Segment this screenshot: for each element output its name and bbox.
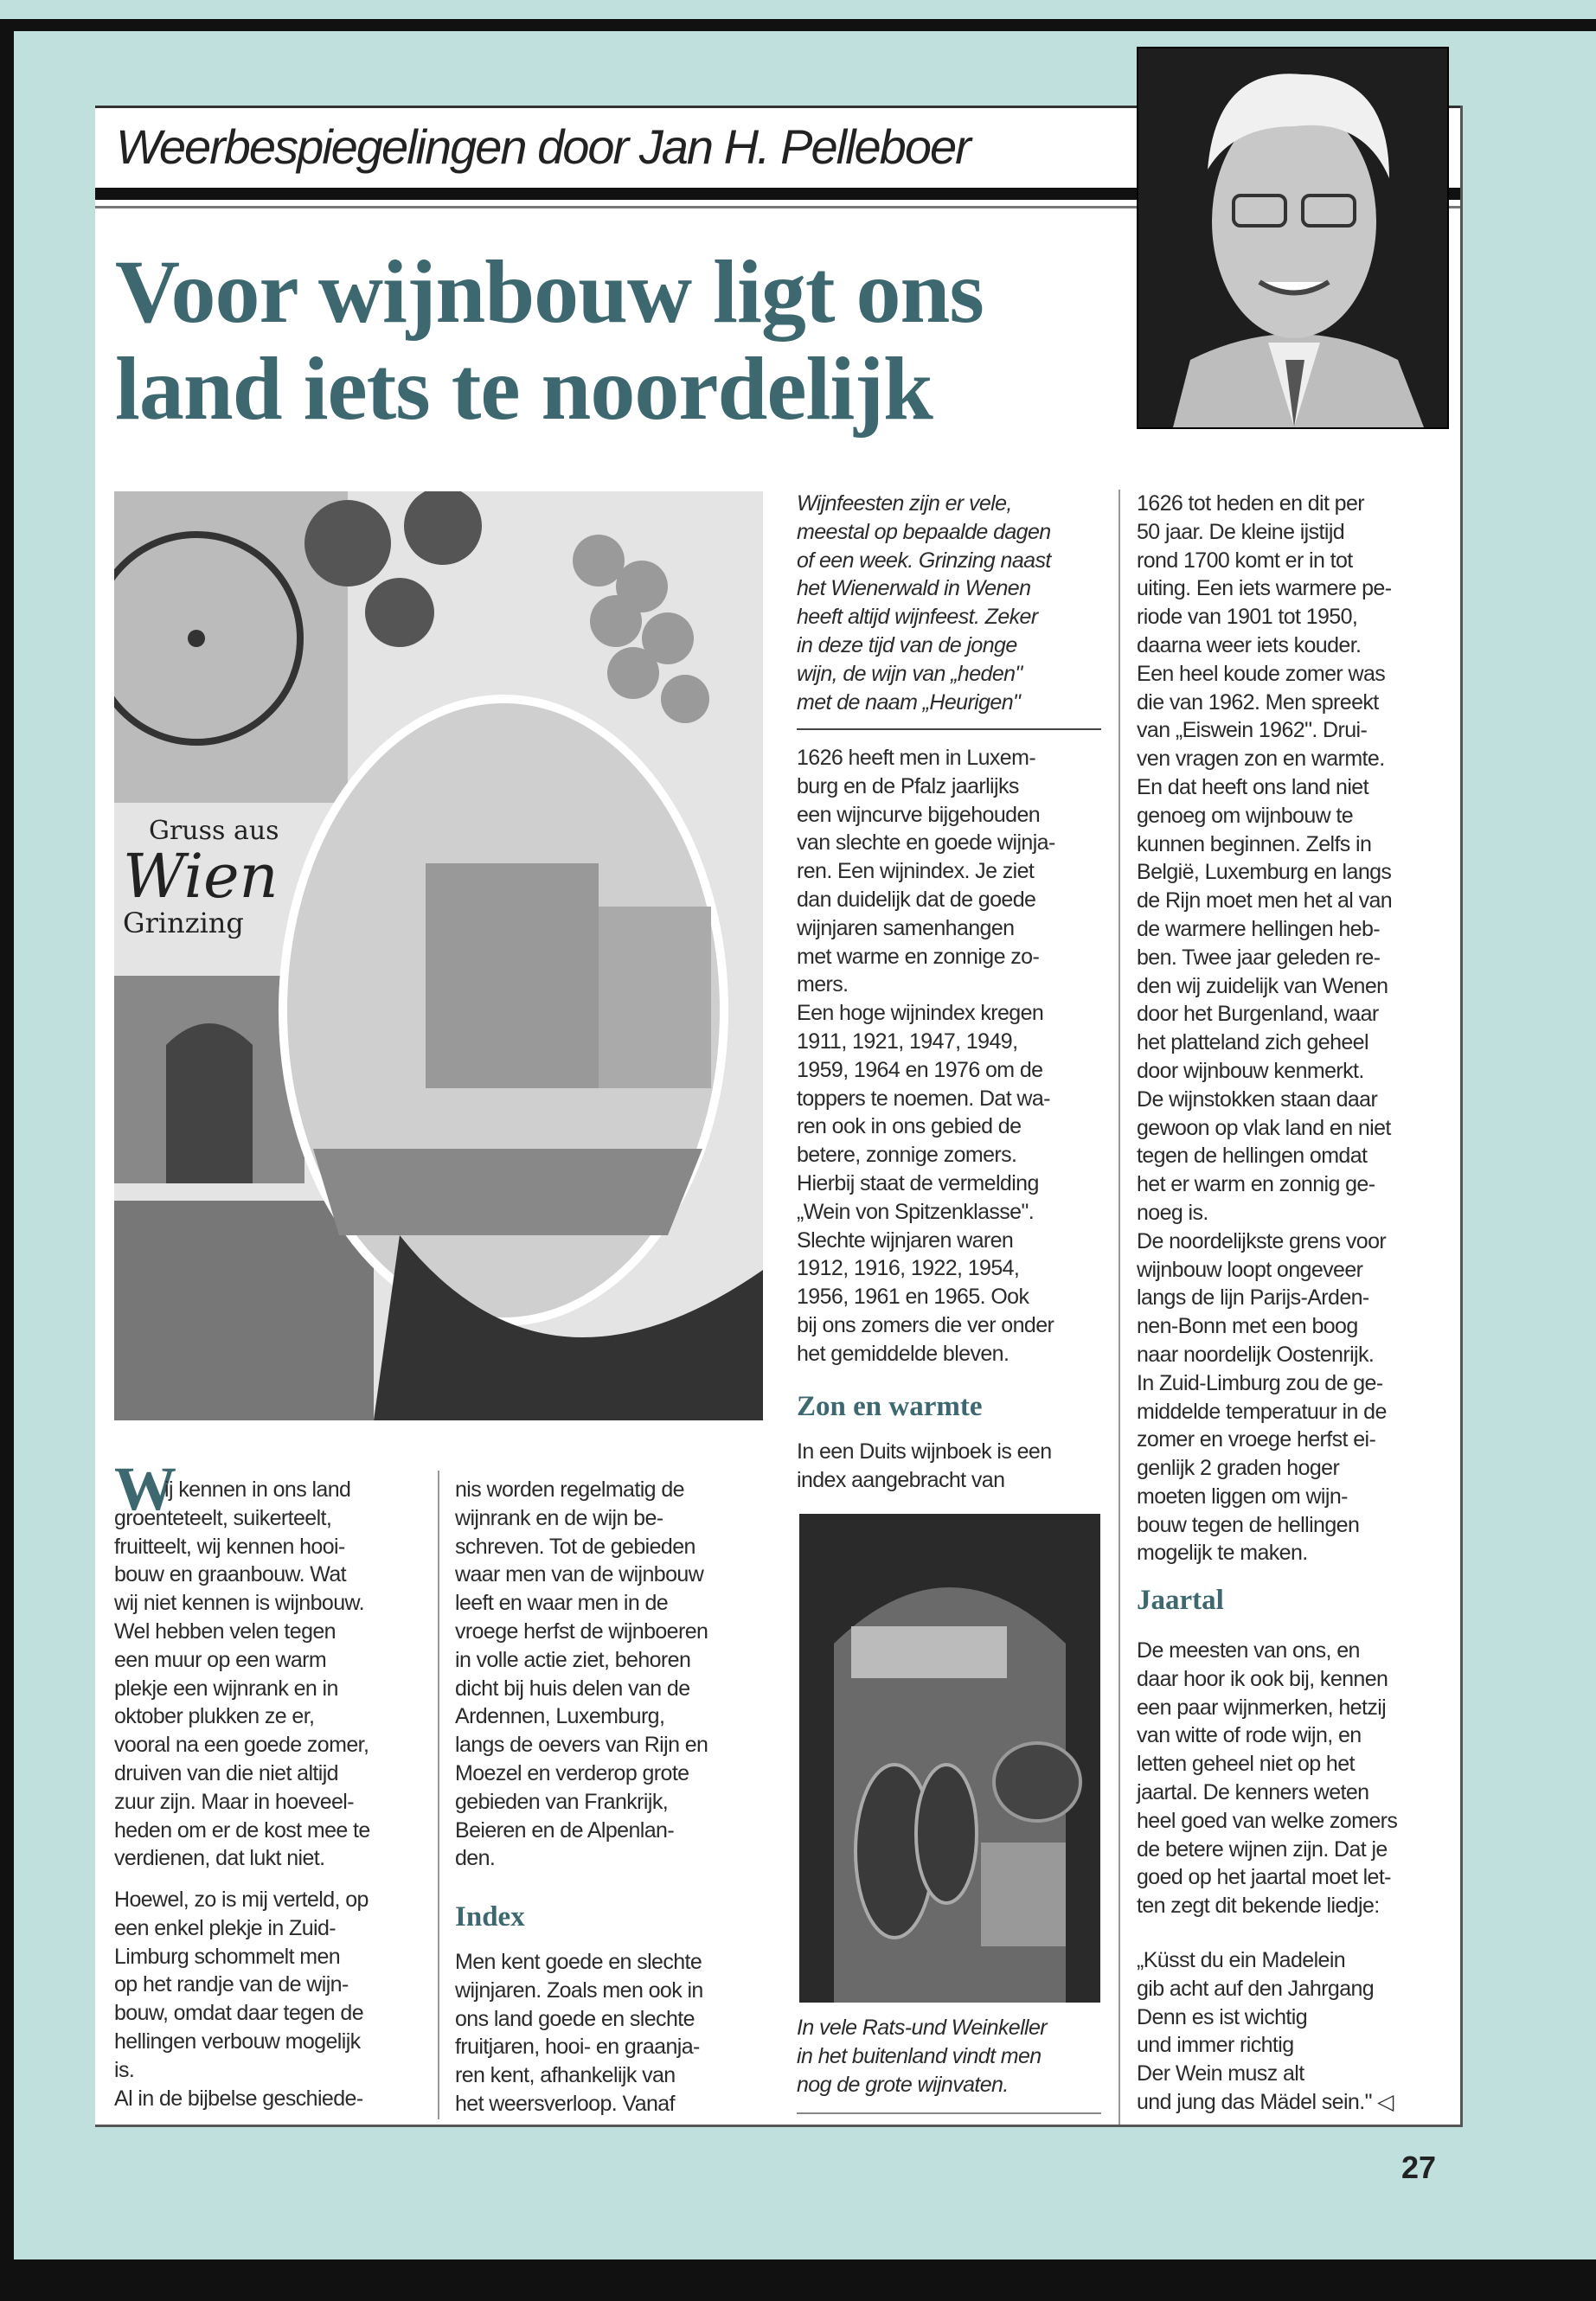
article-title: Voor wijnbouw ligt ons land iets te noordelijk [115,242,984,439]
body-col3-p1: 1626 heeft men in Luxem- burg en de Pfalz jaarlijks een wijncurve bijgehouden van slechte en goede wijnja- ren. Een wijnindex. Je ziet dan duidelijk dat de goede wijnjaren samenhangen met warme en zonnige zo- mers. Een hoge wijnindex kregen 1911, 1921, 1947, 1949, 1959, 1964 en 1976 om de toppers te noemen. Dat wa- ren ook in ons gebied de betere, zonnige zomers. Hierbij staat de vermelding „Wein von Spitzenklasse". Slechte wijnjaren waren 1912, 1916, 1922, 1954, 1956, 1961 en 1965. Ook bij ons zomers die ver onder het gemiddelde bleven. [797,746,1055,1366]
body-col4-p2: De meesten van ons, en daar hoor ik ook bij, kennen een paar wijnmerken, hetzij van witte of rode wijn, en letten geheel niet op het jaartal. De kenners weten heel goed van welke zomers de betere wijnen zijn. Dat je goed op het jaartal moet let- ten zegt dit bekende liedje: [1137,1638,1398,1919]
heading-zon-en-warmte: Zon en warmte [797,1391,983,1422]
heading-jaartal: Jaartal [1137,1585,1224,1616]
grinzing-postcard-photo [114,491,763,1420]
body-col1-p2: Hoewel, zo is mij verteld, op een enkel plekje in Zuid- Limburg schommelt men op het randje van de wijn- bouw, omdat daar tegen de hellingen verbouw mogelijk is. Al in de bijbelse geschiede- [114,1888,369,2111]
bottom-border [0,2259,1596,2301]
page-number: 27 [1401,2150,1437,2185]
left-border [0,19,14,2301]
author-portrait [1137,47,1449,429]
drop-cap: W [114,1454,176,1523]
body-col4-p1: 1626 tot heden en dit per 50 jaar. De kleine ijstijd rond 1700 komt er in tot uiting. Een iets warmere pe- riode van 1901 tot 1950, daarna weer iets kouder. Een heel koude zomer was die van 1962. Men spreekt van „Eiswein 1962". Drui- ven vragen zon en warmte. En dat heeft ons land niet genoeg om wijnbouw te kunnen beginnen. Zelfs in België, Luxemburg en langs de Rijn moet men het al van de warmere hellingen heb- ben. Twee jaar geleden re- den wij zuidelijk van Wenen door het Burgenland, waar het platteland zich geheel door wijnbouw kenmerkt. De wijnstokken staan daar gewoon op vlak land en niet tegen de hellingen omdat het er warm en zonnig ge- noeg is. De noordelijkste grens voor wijnbouw loopt ongeveer langs de lijn Parijs-Arden- nen-Bonn met een boog naar noordelijk Oostenrijk. In Zuid-Limburg zou de ge- middelde temperatuur in de zomer en vroege herfst ei- genlijk 2 graden hoger moeten liggen om wijn- bouw tegen de hellingen mogelijk te maken. [1137,491,1393,1566]
sidebar-caption: Wijnfeesten zijn er vele, meestal op bepaalde dagen of een week. Grinzing naast het Wienerwald in Wenen heeft altijd wijnfeest. Zeker in deze tijd van de jonge wijn, de wijn van „heden" met de naam „Heurigen" [797,491,1051,715]
postcard-gruss: Gruss aus [149,816,279,846]
body-col3-p2: In een Duits wijnboek is een index aangebracht van [797,1439,1052,1492]
top-border [0,19,1596,31]
caption-rule [797,728,1101,730]
series-title: Weerbespiegelingen door Jan H. Pelleboer [116,119,970,174]
poem-quote: „Küsst du ein Madelein gib acht auf den Jahrgang Denn es ist wichtig und immer richtig Der Wein musz alt und jung das Mädel sein." ◁ [1137,1948,1394,2114]
postcard-grinzing: Grinzing [123,907,244,939]
wine-cellar-photo [799,1514,1100,2003]
cellar-caption: In vele Rats-und Weinkeller in het buitenland vindt men nog de grote wijnvaten. [797,2016,1048,2097]
body-col1-p1: ij kennen in ons land groenteteelt, suikerteelt, fruitteelt, wij kennen hooi- bouw en graanbouw. Wat wij niet kennen is wijnbouw. Wel hebben velen tegen een muur op een warm plekje een wijnrank en in oktober plukken ze er, vooral na een goede zomer, druiven van die niet altijd zuur zijn. Maar in hoeveel- heden om er de kost mee te verdienen, dat lukt niet. [114,1477,370,1871]
heading-index: Index [455,1901,525,1932]
postcard-wien: Wien [123,841,279,912]
column-divider [438,1471,439,2119]
body-col2-p2: Men kent goede en slechte wijnjaren. Zoals men ook in ons land goede en slechte fruitjaren, hooi- en graanja- ren kent, afhankelijk van het weersverloop. Vanaf [455,1950,703,2116]
caption-rule [797,2112,1101,2114]
column-divider [1118,490,1120,2125]
body-col2-p1: nis worden regelmatig de wijnrank en de wijn be- schreven. Tot de gebieden waar men van de wijnbouw leeft en waar men in de vroege herfst de wijnboeren in volle actie ziet, behoren dicht bij huis delen van de Ardennen, Luxemburg, langs de oevers van Rijn en Moezel en verderop grote gebieden van Frankrijk, Beieren en de Alpenlan- den. [455,1477,708,1871]
